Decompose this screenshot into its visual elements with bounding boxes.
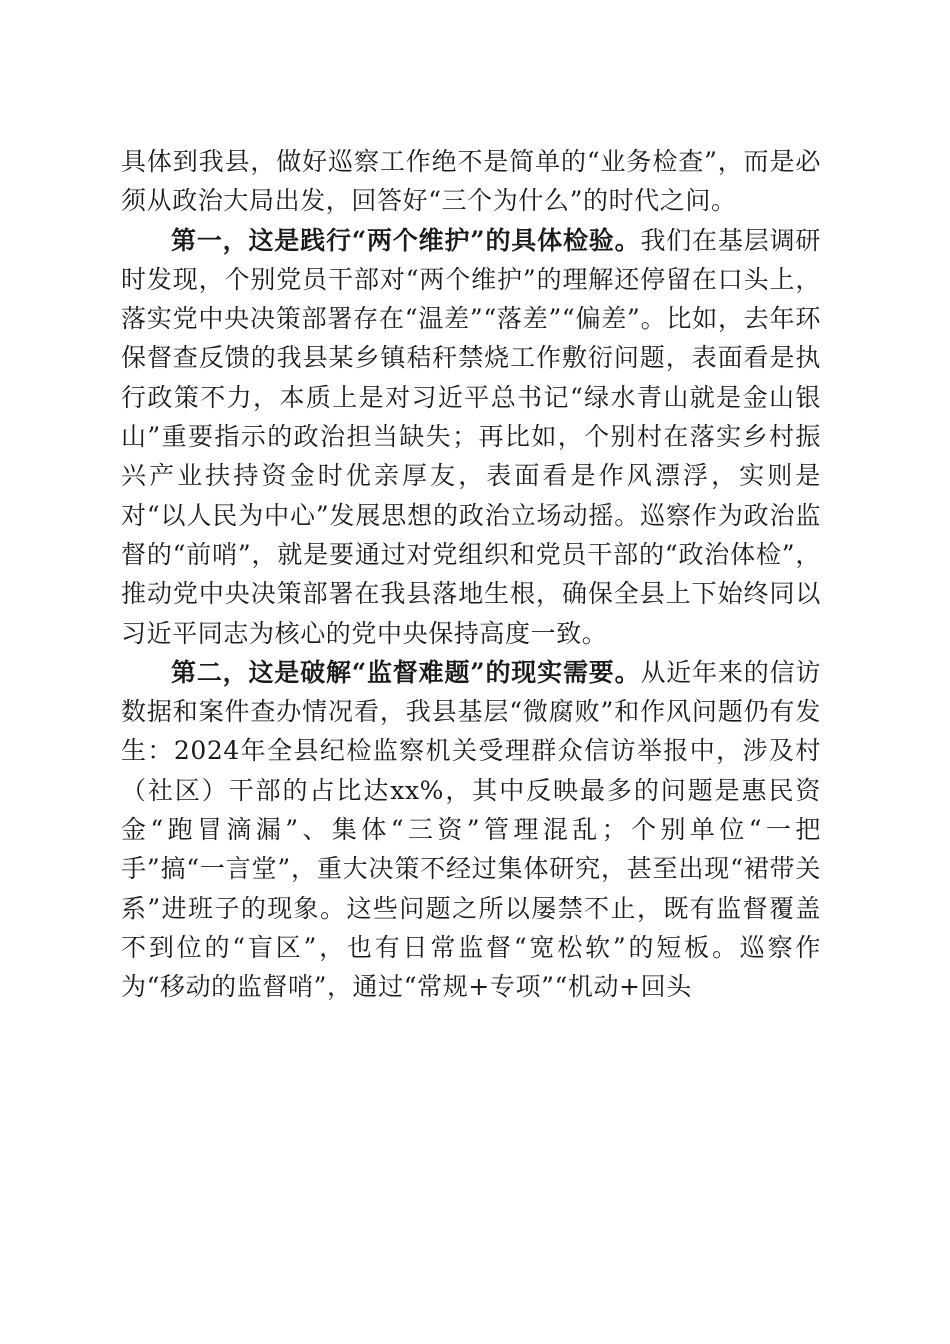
document-body (121, 142, 821, 1007)
paragraph-second-point (121, 653, 821, 1007)
paragraph-first-point (121, 221, 821, 653)
paragraph-second-point-heading: 第二，这是破解“监督难题”的现实需要。 (171, 657, 641, 687)
paragraph-first-point-heading: 第一，这是践行“两个维护”的具体检验。 (171, 225, 641, 255)
paragraph-first-point-text: 我们在基层调研时发现，个别党员干部对“两个维护”的理解还停留在口头上，落实党中央决策部署存在“温差”“落差”“偏差”。比如，去年环保督查反馈的我县某乡镇秸秆禁烧工作敷衍问题，表面看是执行政策不力，本质上是对习近平总书记“绿水青山就是金山银山”重要指示的政治担当缺失；再比如，个别村在落实乡村振兴产业扶持资金时优亲厚友，表面看是作风漂浮，实则是对“以人民为中心”发展思想的政治立场动摇。巡察作为政治监督的“前哨”，就是要通过对党组织和党员干部的“政治体检”，推动党中央决策部署在我县落地生根，确保全县上下始终同以习近平同志为核心的党中央保持高度一致。 (121, 225, 821, 648)
paragraph-second-point-text: 从近年来的信访数据和案件查办情况看，我县基层“微腐败”和作风问题仍有发生：2024年全县纪检监察机关受理群众信访举报中，涉及村（社区）干部的占比达xx%，其中反映最多的问题是惠民资金“跑冒滴漏”、集体“三资”管理混乱；个别单位“一把手”搞“一言堂”，重大决策不经过集体研究，甚至出现“裙带关系”进班子的现象。这些问题之所以屡禁不止，既有监督覆盖不到位的“盲区”，也有日常监督“宽松软”的短板。巡察作为“移动的监督哨”，通过“常规+专项”“机动+回头 (121, 657, 821, 1002)
paragraph-intro-text: 具体到我县，做好巡察工作绝不是简单的“业务检查”，而是必须从政治大局出发，回答好“三个为什么”的时代之问。 (121, 147, 821, 216)
paragraph-intro (121, 142, 821, 221)
